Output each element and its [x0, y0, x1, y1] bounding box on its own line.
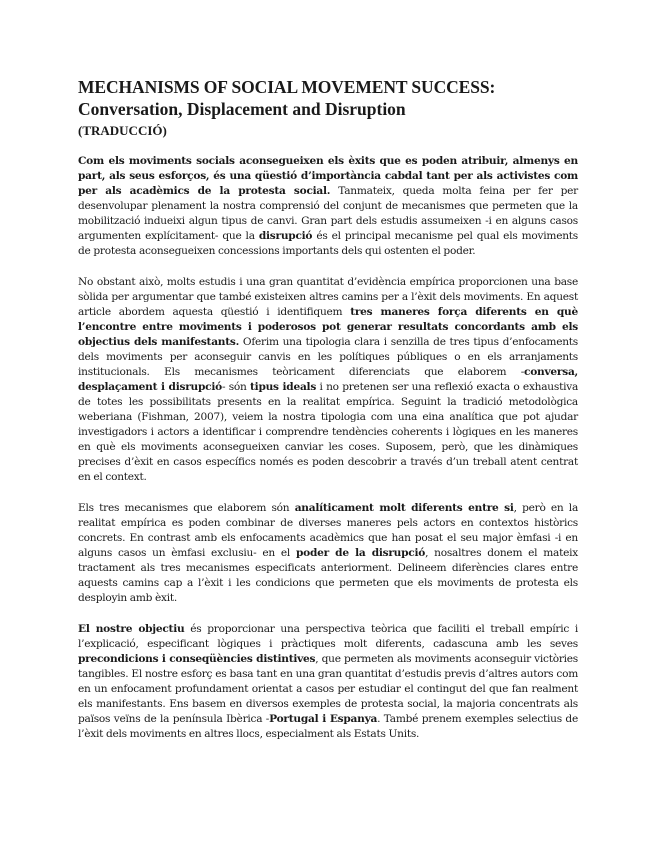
bold-text-run: disrupció — [258, 230, 313, 242]
paragraph-3 — [78, 501, 578, 606]
document-title: MECHANISMS OF SOCIAL MOVEMENT SUCCESS: — [78, 77, 496, 97]
paragraph-1 — [78, 154, 578, 259]
document-subtitle: Conversation, Displacement and Disruption — [78, 99, 406, 119]
bold-text-run: analíticament molt diferents entre si — [294, 502, 514, 514]
bold-text-run: tipus ideals — [250, 381, 317, 393]
translation-tag: (TRADUCCIÓ) — [78, 123, 167, 138]
text-run: - són — [221, 381, 251, 393]
text-run: , nosaltres donem el mateix tractament als tres mecanismes especificats anteriorment. Delineem diferències clares entre aquests camins cap a l’èxit i les condicions que permeten que els moviments de protesta els desployin amb èxit. — [78, 547, 579, 604]
text-run: Els tres mecanismes que elaborem són — [78, 502, 295, 514]
paragraph-2 — [78, 275, 578, 485]
paragraph-4 — [78, 622, 578, 742]
text-run: , però en la realitat empírica es poden combinar de diverses maneres pels actors en contextos històrics concrets. En contrast amb els enfocaments acadèmics que han posat el seu major èmfasi -i en alguns casos un èmfasi exclusiu- en el — [78, 502, 579, 559]
text-run: i no pretenen ser una reflexió exacta o exhaustiva de totes les possibilitats presents en la realitat empírica. Seguint la tradició metodològica weberiana (Fishman, 2007), veiem la nostra tipologia com una eina analítica que pot ajudar investigadors i actors a identificar i comprendre tendències coherents i lògiques en les maneres en què els moviments aconsegueixen canviar les coses. Suposem, però, que les dinàmiques precises d’èxit en casos específics només es poden descobrir a través d’un treball atent centrat en el context. — [78, 381, 579, 483]
text-run: . També prenem exemples selectius de l’èxit dels moviments en altres llocs, especialment als Estats Units. — [78, 713, 578, 740]
bold-text-run: El nostre objectiu — [78, 623, 185, 635]
bold-text-run: Com els moviments socials aconsegueixen els èxits que es poden atribuir, almenys en part, als seus esforços, és una qüestió d’importància cabdal tant per als activistes com per als acadèmics de la protesta social. — [78, 155, 578, 197]
text-run: és el principal mecanisme pel qual els moviments de protesta aconsegueixen concessions importants dels qui ostenten el poder. — [78, 230, 578, 257]
text-run: és proporcionar una perspectiva teòrica que faciliti el treball empíric i l’explicació, especificant lògiques i pràctiques molt diferents, cadascuna amb les seves — [78, 623, 578, 650]
bold-text-run: Portugal i Espanya — [269, 713, 378, 725]
document-page — [78, 76, 578, 742]
text-run: No obstant això, molts estudis i una gran quantitat d’evidència empírica proporcionen una base sòlida per argumentar que també existeixen altres camins per a l’èxit dels moviments. En aquest article abordem aquesta qüestió i identifiquem — [78, 276, 578, 318]
bold-text-run: poder de la disrupció — [295, 547, 426, 559]
text-run: Tanmateix, queda molta feina per fer per desenvolupar plenament la nostra comprensió del conjunt de mecanismes que permeten que la mobilització indueixi algun tipus de canvi. Gran part dels estudis assumeixen -i en alguns casos argumenten explícitament- que la — [78, 185, 578, 242]
text-run: Oferim una tipologia clara i senzilla de tres tipus d’enfocaments dels moviments per aconseguir canvis en les polítiques públiques o en els arranjaments institucionals. Els mecanismes teòricament diferenciats que elaborem - — [78, 336, 578, 378]
text-run: , que permeten als moviments aconseguir victòries tangibles. El nostre esforç es basa tant en una gran quantitat d’estudis previs d’altres autors com en un enfocament profundament orientat a casos per estudiar el contingut del que fan realment els manifestants. Ens basem en diversos exemples de protesta social, la majoria concentrats als països veïns de la península Ibèrica - — [78, 653, 578, 725]
bold-text-run: precondicions i conseqüències distintives — [78, 653, 316, 665]
bold-text-run: conversa, desplaçament i disrupció — [78, 366, 578, 393]
bold-text-run: tres maneres força diferents en què l’encontre entre moviments i poderosos pot generar resultats concordants amb els objectius dels manifestants. — [78, 306, 578, 348]
